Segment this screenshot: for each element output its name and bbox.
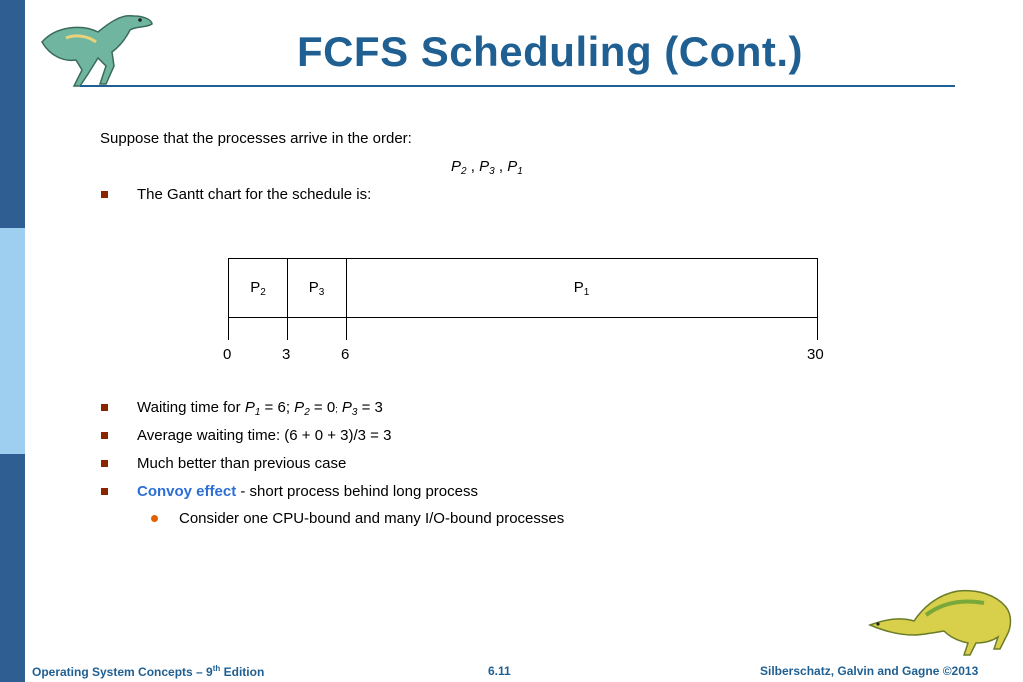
sidebar-highlight — [0, 228, 25, 454]
footer-left-prefix: Operating System Concepts – 9 — [32, 665, 213, 679]
order-sep1: , — [466, 158, 480, 175]
order-p2: P — [451, 158, 462, 175]
waiting-p3-val: = 3 — [357, 399, 383, 416]
footer-left-sup: th — [212, 664, 221, 673]
dinosaur-icon — [36, 4, 156, 90]
gantt-time-label: 30 — [807, 346, 824, 363]
bullet-square — [101, 191, 108, 198]
footer-left-suffix: Edition — [220, 665, 265, 679]
bullet-square — [101, 460, 108, 467]
order-p3-sub: 3 — [489, 166, 495, 177]
slide-number: 6.11 — [488, 664, 511, 678]
convoy-description: - short process behind long process — [236, 483, 478, 500]
order-sep2: , — [494, 158, 508, 175]
waiting-p3: P — [337, 399, 352, 416]
arrival-order — [451, 158, 523, 177]
waiting-p3-sub: 3 — [351, 407, 358, 418]
convoy-effect-term: Convoy effect — [137, 483, 237, 500]
average-waiting-text: Average waiting time: (6 + 0 + 3)/3 = 3 — [137, 427, 392, 444]
dinosaur-icon — [866, 585, 1016, 657]
sub-bullet-text: Consider one CPU-bound and many I/O-bound processes — [179, 510, 565, 527]
bullet-square — [101, 404, 108, 411]
gantt-intro-text: The Gantt chart for the schedule is: — [137, 186, 372, 203]
order-p1-sub: 1 — [517, 166, 523, 177]
waiting-sep2: ; — [335, 404, 338, 414]
footer-authors: Silberschatz, Galvin and Gagne ©2013 — [760, 664, 979, 678]
bullet-square — [101, 488, 108, 495]
gantt-chart — [228, 258, 817, 320]
waiting-p2-val: = 0 — [309, 399, 336, 416]
bullet-dot — [151, 515, 158, 522]
intro-text: Suppose that the processes arrive in the order: — [100, 130, 412, 147]
gantt-time-label: 3 — [282, 346, 291, 363]
gantt-tick — [287, 318, 288, 340]
gantt-segment-label: $P_3$ — [308, 279, 325, 298]
title-divider — [80, 85, 955, 87]
gantt-segment — [228, 258, 288, 318]
waiting-prefix: Waiting time for — [137, 399, 245, 416]
page-title: FCFS Scheduling (Cont.) — [296, 28, 804, 75]
waiting-time-text — [137, 399, 383, 422]
gantt-segment — [346, 258, 818, 318]
order-p3: P — [479, 158, 490, 175]
gantt-time-label: 0 — [223, 346, 232, 363]
order-p2-sub: 2 — [461, 166, 467, 177]
footer-book-title — [32, 664, 264, 679]
gantt-time-label: 6 — [341, 346, 350, 363]
better-text: Much better than previous case — [137, 455, 347, 472]
gantt-tick — [228, 318, 229, 340]
waiting-p2: P — [290, 399, 305, 416]
order-p1: P — [507, 158, 518, 175]
left-sidebar-bar — [0, 0, 25, 682]
gantt-tick — [817, 318, 818, 340]
convoy-text — [137, 483, 478, 501]
bullet-square — [101, 432, 108, 439]
gantt-segment — [287, 258, 347, 318]
gantt-tick — [346, 318, 347, 340]
gantt-segment-label: $P_1$ — [573, 279, 590, 298]
waiting-p1-sub: 1 — [254, 407, 261, 418]
waiting-sep1: ; — [285, 399, 290, 416]
waiting-p2-sub: 2 — [304, 407, 310, 418]
gantt-segment-label: $P_2$ — [250, 279, 266, 298]
waiting-p1: P — [244, 399, 255, 416]
waiting-p1-val: = 6 — [260, 399, 286, 416]
